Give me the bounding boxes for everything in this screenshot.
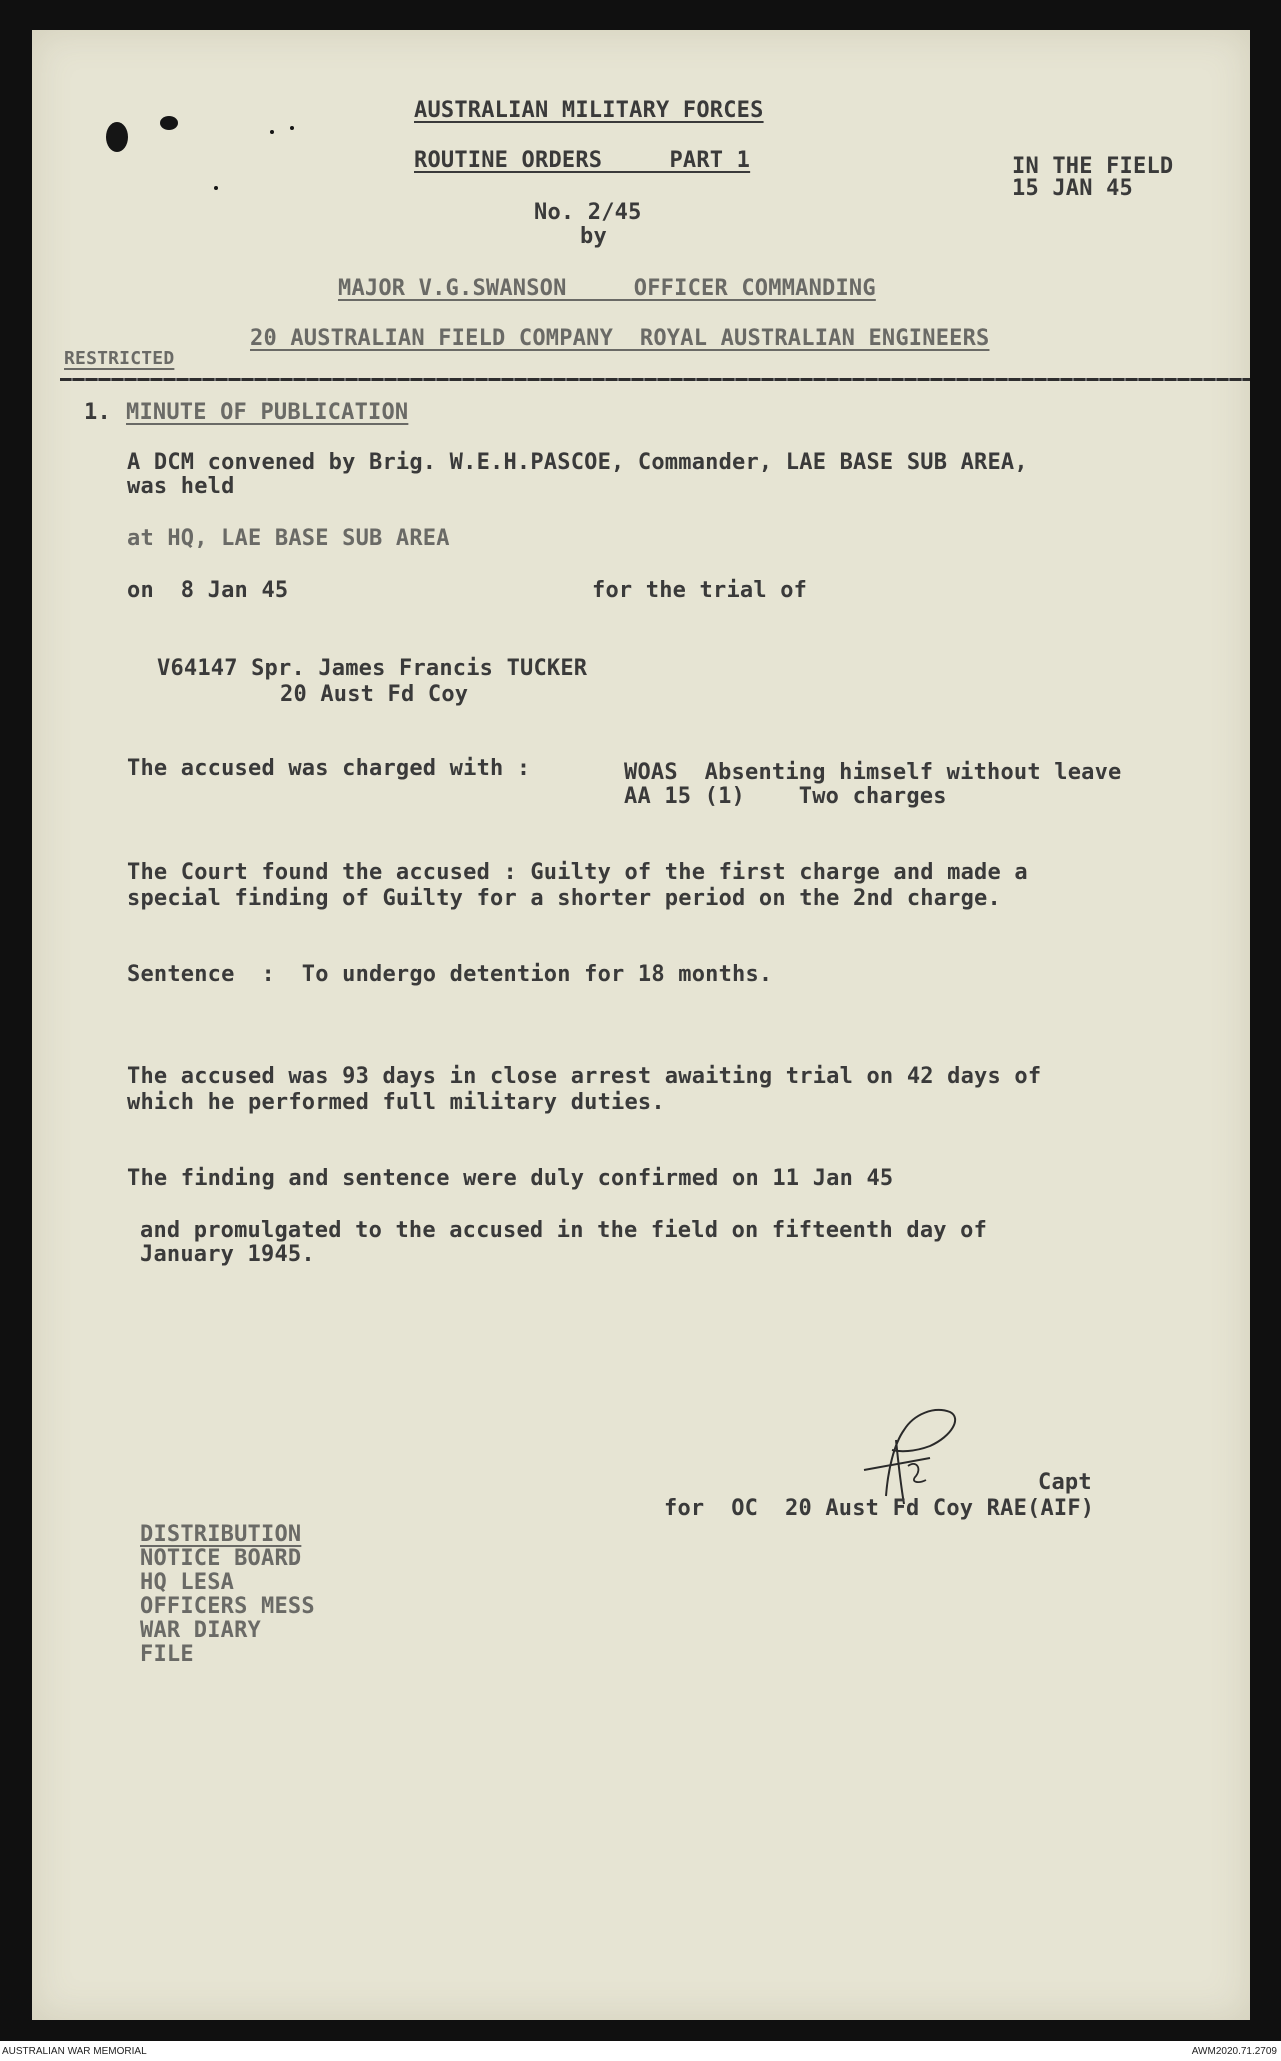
- trial-line: for the trial of: [592, 578, 808, 603]
- order-by: by: [580, 224, 607, 249]
- officer-line: MAJOR V.G.SWANSON OFFICER COMMANDING: [338, 276, 876, 301]
- section-number: 1.: [84, 400, 111, 425]
- distribution-item: WAR DIARY: [140, 1618, 262, 1643]
- header-rule: [60, 378, 1250, 381]
- ink-speck: [290, 126, 294, 130]
- finding-line-2: special finding of Guilty for a shorter period on the 2nd charge.: [127, 886, 1001, 911]
- distribution-item: OFFICERS MESS: [140, 1594, 315, 1619]
- distribution-heading: DISTRIBUTION: [140, 1522, 302, 1547]
- promulgated-line-1: and promulgated to the accused in the field on fifteenth day of: [140, 1218, 988, 1243]
- ink-speck: [214, 186, 218, 190]
- distribution-item: NOTICE BOARD: [140, 1546, 302, 1571]
- charge-line-2: AA 15 (1) Two charges: [624, 784, 947, 809]
- arrest-line-2: which he performed full military duties.: [127, 1090, 665, 1115]
- sentence-line: Sentence : To undergo detention for 18 months.: [127, 962, 773, 987]
- signature-line: for OC 20 Aust Fd Coy RAE(AIF): [664, 1496, 1095, 1521]
- accused-unit: 20 Aust Fd Coy: [280, 682, 469, 707]
- routine-orders: ROUTINE ORDERS PART 1: [414, 148, 751, 173]
- section-heading: MINUTE OF PUBLICATION: [126, 400, 409, 425]
- header-place: IN THE FIELD: [1012, 154, 1174, 179]
- charged-label: The accused was charged with :: [127, 756, 531, 781]
- convened-line-2: was held: [127, 474, 235, 499]
- charge-line-1: WOAS Absenting himself without leave: [624, 760, 1122, 785]
- accused-name: V64147 Spr. James Francis TUCKER: [157, 656, 588, 681]
- ink-speck: [270, 130, 274, 134]
- confirmed-line: The finding and sentence were duly confirmed on 11 Jan 45: [127, 1166, 894, 1191]
- punch-hole: [106, 122, 128, 152]
- header-date: 15 JAN 45: [1012, 176, 1134, 201]
- convened-line-1: A DCM convened by Brig. W.E.H.PASCOE, Commander, LAE BASE SUB AREA,: [127, 450, 1028, 475]
- arrest-line-1: The accused was 93 days in close arrest awaiting trial on 42 days of: [127, 1064, 1042, 1089]
- order-number: No. 2/45: [534, 200, 642, 225]
- footer-accession: AWM2020.71.2709: [1191, 2046, 1277, 2057]
- date-line: on 8 Jan 45: [127, 578, 289, 603]
- location-line: at HQ, LAE BASE SUB AREA: [127, 526, 450, 551]
- unit-line: 20 AUSTRALIAN FIELD COMPANY ROYAL AUSTRALIAN ENGINEERS: [250, 326, 990, 351]
- distribution-item: HQ LESA: [140, 1570, 235, 1595]
- signature-rank: Capt: [1038, 1470, 1092, 1495]
- distribution-item: FILE: [140, 1642, 194, 1667]
- classification: RESTRICTED: [64, 348, 175, 369]
- footer-source: AUSTRALIAN WAR MEMORIAL: [2, 2046, 147, 2057]
- promulgated-line-2: January 1945.: [140, 1242, 315, 1267]
- punch-hole: [160, 116, 178, 130]
- finding-line-1: The Court found the accused : Guilty of the first charge and made a: [127, 860, 1028, 885]
- handwritten-signature: [856, 1400, 976, 1510]
- header-title: AUSTRALIAN MILITARY FORCES: [414, 98, 764, 123]
